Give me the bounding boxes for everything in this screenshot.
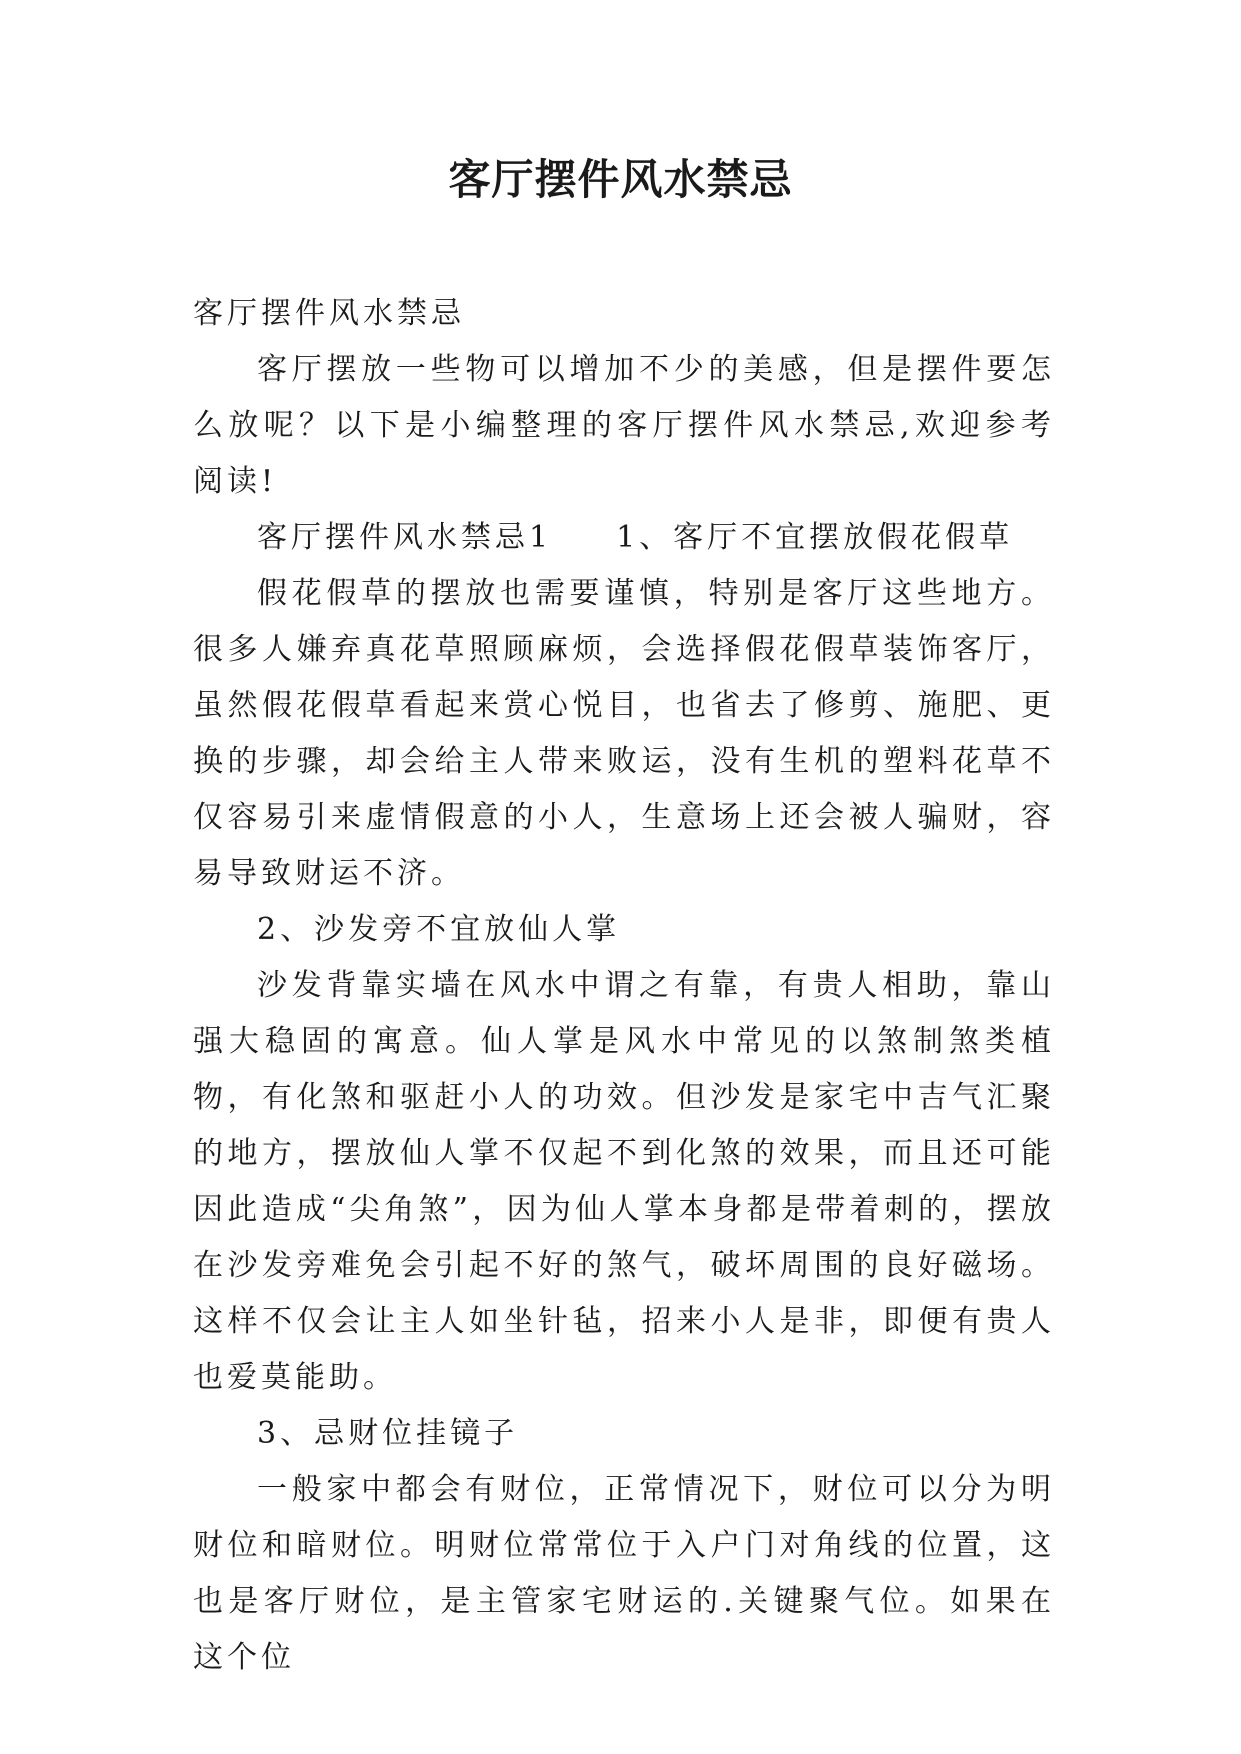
item3-heading: 3、忌财位挂镜子 [257, 1416, 519, 1451]
item3-body: 一般家中都会有财位，正常情况下，财位可以分为明财位和暗财位。明财位常常位于入户门对角线的位置，这也是客厅财位，是主管家宅财运的.关键聚气位。如果在这个位 [193, 1472, 1055, 1675]
section-label: 客厅摆件风水禁忌1 [257, 520, 553, 555]
item2-body: 沙发背靠实墙在风水中谓之有靠，有贵人相助，靠山强大稳固的寓意。仙人掌是风水中常见的以煞制煞类植物，有化煞和驱赶小人的功效。但沙发是家宅中吉气汇聚的地方，摆放仙人掌不仅起不到化煞的效果，而且还可能因此造成“尖角煞”，因为仙人掌本身都是带着刺的，摆放在沙发旁难免会引起不好的煞气，破坏周围的良好磁场。这样不仅会让主人如坐针毡，招来小人是非，即便有贵人也爱莫能助。 [193, 968, 1055, 1395]
item2-heading: 2、沙发旁不宜放仙人掌 [257, 912, 621, 947]
document-body [193, 286, 1055, 1686]
item1-heading: 1、客厅不宜摆放假花假草 [616, 520, 1014, 555]
section-heading-line [193, 510, 1055, 566]
document-title: 客厅摆件风水禁忌 [448, 155, 793, 204]
intro-paragraph: 客厅摆放一些物可以增加不少的美感，但是摆件要怎么放呢？以下是小编整理的客厅摆件风水禁忌,欢迎参考阅读! [193, 352, 1055, 499]
document-subtitle: 客厅摆件风水禁忌 [193, 296, 465, 331]
item1-body: 假花假草的摆放也需要谨慎，特别是客厅这些地方。很多人嫌弃真花草照顾麻烦，会选择假花假草装饰客厅，虽然假花假草看起来赏心悦目，也省去了修剪、施肥、更换的步骤，却会给主人带来败运，没有生机的塑料花草不仅容易引来虚情假意的小人，生意场上还会被人骗财，容易导致财运不济。 [193, 576, 1055, 891]
